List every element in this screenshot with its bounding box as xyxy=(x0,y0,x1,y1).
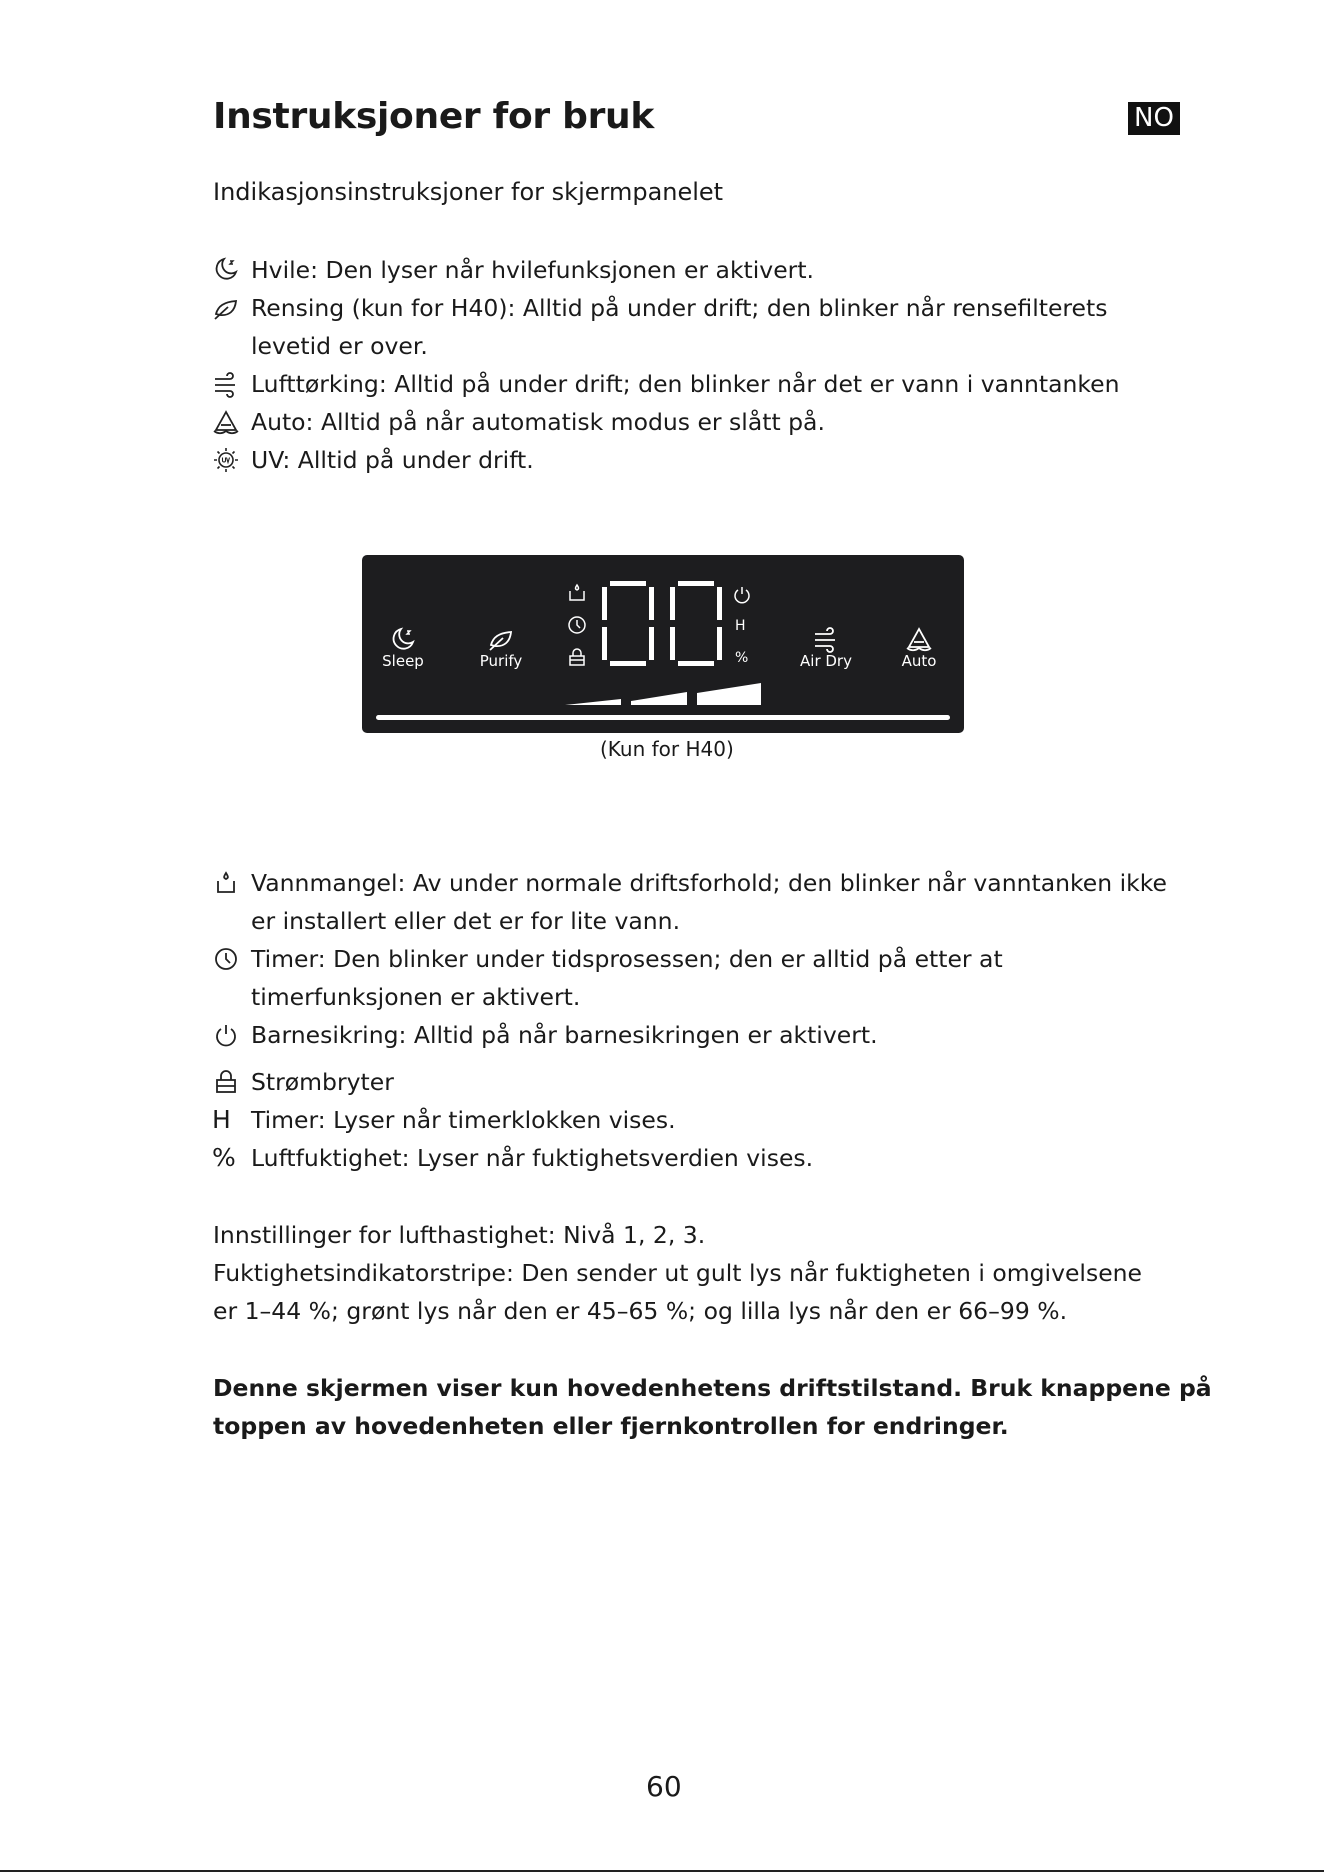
uv-icon xyxy=(212,446,240,474)
indicator-text: UV: Alltid på under drift. xyxy=(251,446,534,474)
indicator-text: timerfunksjonen er aktivert. xyxy=(251,983,581,1011)
list-item xyxy=(0,1139,1324,1177)
humidity-strip-text: er 1–44 %; grønt lys når den er 45–65 %; og lilla lys når den er 66–99 %. xyxy=(213,1297,1068,1325)
list-item xyxy=(0,441,1324,479)
indicator-text: levetid er over. xyxy=(251,332,428,360)
wind-icon xyxy=(812,625,840,653)
page-title: Instruksjoner for bruk xyxy=(213,96,654,137)
list-item xyxy=(0,1063,1324,1101)
percent-indicator: % xyxy=(735,650,749,666)
list-item xyxy=(0,289,1324,365)
panel-caption: (Kun for H40) xyxy=(600,737,734,761)
indicator-text: er installert eller det er for lite vann. xyxy=(251,907,681,935)
fan-speed-bars xyxy=(565,683,761,705)
leaf-icon xyxy=(487,625,515,653)
list-item xyxy=(0,864,1324,940)
humidity-strip-text: Fuktighetsindikatorstripe: Den sender ut gult lys når fuktigheten i omgivelsene xyxy=(213,1259,1143,1287)
h-indicator: H xyxy=(735,618,746,634)
note-text: Denne skjermen viser kun hovedenhetens driftstilstand. Bruk knappene på xyxy=(213,1374,1212,1402)
list-item xyxy=(0,365,1324,403)
power-icon xyxy=(212,1021,240,1049)
power-icon xyxy=(732,585,752,605)
page-number: 60 xyxy=(646,1770,682,1803)
percent-symbol: % xyxy=(212,1143,236,1172)
h-symbol: H xyxy=(212,1105,231,1134)
list-item xyxy=(0,1016,1324,1054)
indicator-text: Timer: Lyser når timerklokken vises. xyxy=(251,1106,676,1134)
sleep-label: Sleep xyxy=(382,652,424,670)
list-item xyxy=(0,251,1324,289)
indicator-text: Timer: Den blinker under tidsprosessen; den er alltid på etter at xyxy=(251,945,1003,973)
section-title: Indikasjonsinstruksjoner for skjermpanelet xyxy=(213,178,724,206)
humidity-indicator-strip xyxy=(376,715,950,720)
auto-icon xyxy=(905,625,933,653)
seven-segment-display xyxy=(602,581,732,667)
water-tank-icon xyxy=(212,869,240,897)
wind-icon xyxy=(212,370,240,398)
indicator-text: Vannmangel: Av under normale driftsforhold; den blinker når vanntanken ikke xyxy=(251,869,1167,897)
lock-icon xyxy=(567,647,587,667)
clock-icon xyxy=(567,615,587,635)
moon-icon xyxy=(212,255,240,283)
language-badge: NO xyxy=(1128,102,1180,135)
list-item xyxy=(0,940,1324,1016)
speed-settings-text: Innstillinger for lufthastighet: Nivå 1, 2, 3. xyxy=(213,1221,706,1249)
note-text: toppen av hovedenheten eller fjernkontrollen for endringer. xyxy=(213,1412,1009,1440)
leaf-icon xyxy=(212,294,240,322)
indicator-text: Rensing (kun for H40): Alltid på under drift; den blinker når rensefilterets xyxy=(251,294,1108,322)
list-item xyxy=(0,403,1324,441)
list-item xyxy=(0,1101,1324,1139)
air-dry-label: Air Dry xyxy=(800,652,852,670)
auto-icon xyxy=(212,408,240,436)
clock-icon xyxy=(212,945,240,973)
indicator-text: Strømbryter xyxy=(251,1068,394,1096)
indicator-text: Lufttørking: Alltid på under drift; den blinker når det er vann i vanntanken xyxy=(251,370,1120,398)
water-tank-icon xyxy=(567,583,587,603)
indicator-text: Luftfuktighet: Lyser når fuktighetsverdien vises. xyxy=(251,1144,814,1172)
indicator-text: Barnesikring: Alltid på når barnesikringen er aktivert. xyxy=(251,1021,878,1049)
lock-icon xyxy=(212,1068,240,1096)
indicator-text: Auto: Alltid på når automatisk modus er slått på. xyxy=(251,408,825,436)
purify-label: Purify xyxy=(479,652,523,670)
auto-label: Auto xyxy=(901,652,937,670)
indicator-text: Hvile: Den lyser når hvilefunksjonen er aktivert. xyxy=(251,256,815,284)
display-panel xyxy=(362,555,964,733)
moon-icon xyxy=(389,625,417,653)
